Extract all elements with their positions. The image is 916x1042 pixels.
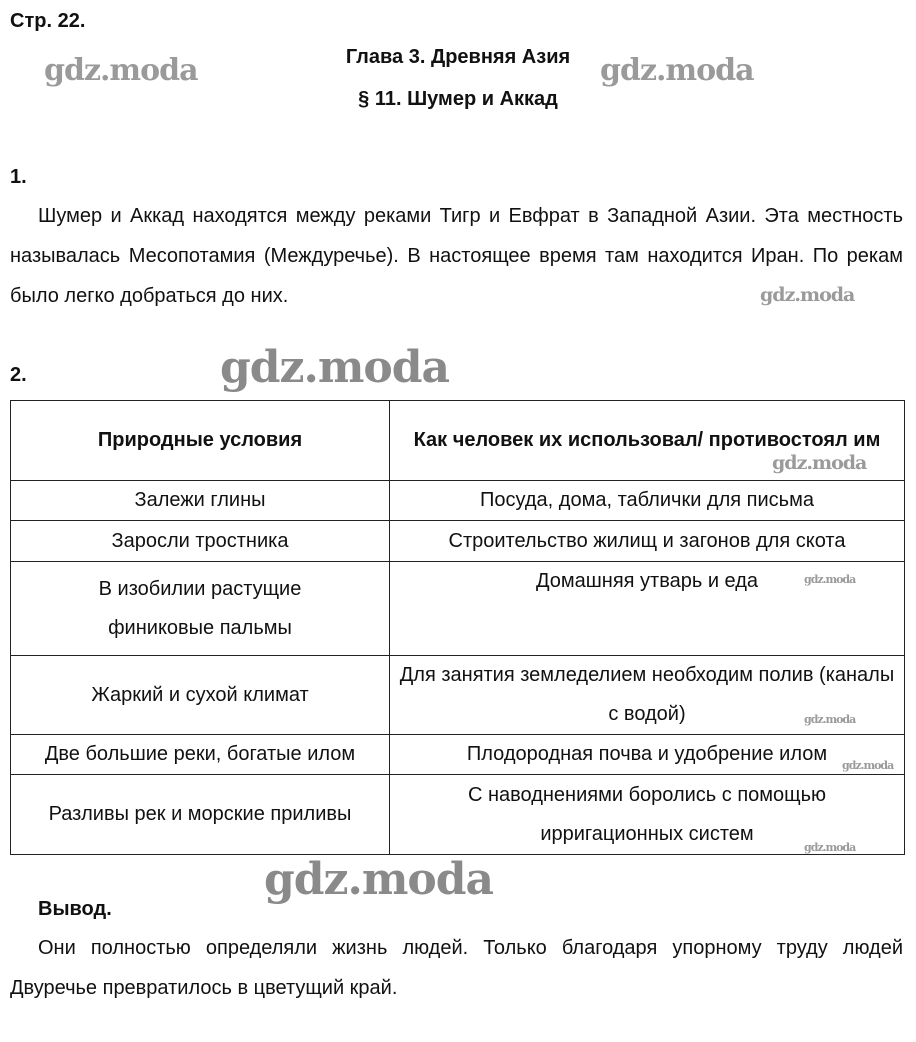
table-cell: Для занятия земледелием необходим полив (каналы с водой)	[390, 656, 905, 735]
table-cell: С наводнениями боролись с помощью ирригационных систем	[390, 775, 905, 855]
watermark: gdz.moda	[760, 284, 855, 306]
watermark: gdz.moda	[600, 53, 754, 88]
table-cell: Жаркий и сухой климат	[11, 656, 390, 735]
table-cell: Плодородная почва и удобрение илом	[390, 735, 905, 775]
table-row	[11, 521, 905, 562]
table-cell: Разливы рек и морские приливы	[11, 775, 390, 855]
section-title: § 11. Шумер и Аккад	[358, 88, 558, 110]
watermark: gdz.moda	[804, 713, 856, 726]
chapter-title: Глава 3. Древняя Азия	[345, 46, 571, 68]
table-header-row	[11, 401, 905, 481]
table-cell: В изобилии растущие финиковые пальмы	[11, 562, 390, 656]
table-cell: Заросли тростника	[11, 521, 390, 562]
conclusion-text: Они полностью определяли жизнь людей. Только благодаря упорному труду людей Двуречье превратилось в цветущий край.	[10, 937, 903, 999]
task1-paragraph	[10, 196, 903, 316]
table-cell: Две большие реки, богатые илом	[11, 735, 390, 775]
header-cell: Как человек их использовал/ противостоял им	[390, 401, 905, 481]
conclusion-paragraph	[10, 928, 903, 1008]
conditions-table	[10, 400, 905, 855]
page-label: Стр. 22.	[10, 10, 86, 32]
watermark: gdz.moda	[842, 759, 894, 772]
table-row	[11, 656, 905, 735]
watermark: gdz.moda	[804, 573, 856, 586]
table-cell: Домашняя утварь и еда	[390, 562, 905, 656]
table-row	[11, 481, 905, 521]
table-row	[11, 735, 905, 775]
task1-text: Шумер и Аккад находятся между реками Тигр и Евфрат в Западной Азии. Эта местность называлась Месопотамия (Междуречье). В настоящее время там находится Иран. По рекам было легко добраться до них.	[10, 205, 903, 307]
watermark: gdz.moda	[804, 841, 856, 854]
watermark: gdz.moda	[44, 53, 198, 88]
task1-number-label: 1.	[10, 166, 27, 188]
watermark: gdz.moda	[264, 854, 494, 905]
table-row	[11, 562, 905, 656]
table-cell: Посуда, дома, таблички для письма	[390, 481, 905, 521]
table-cell: Строительство жилищ и загонов для скота	[390, 521, 905, 562]
table-row	[11, 775, 905, 855]
watermark: gdz.moda	[772, 452, 867, 474]
task2-number: 2.	[10, 364, 27, 386]
conclusion-title: Вывод.	[38, 898, 112, 920]
header-cell: Природные условия	[11, 401, 390, 481]
watermark: gdz.moda	[220, 342, 450, 393]
table-cell: Залежи глины	[11, 481, 390, 521]
